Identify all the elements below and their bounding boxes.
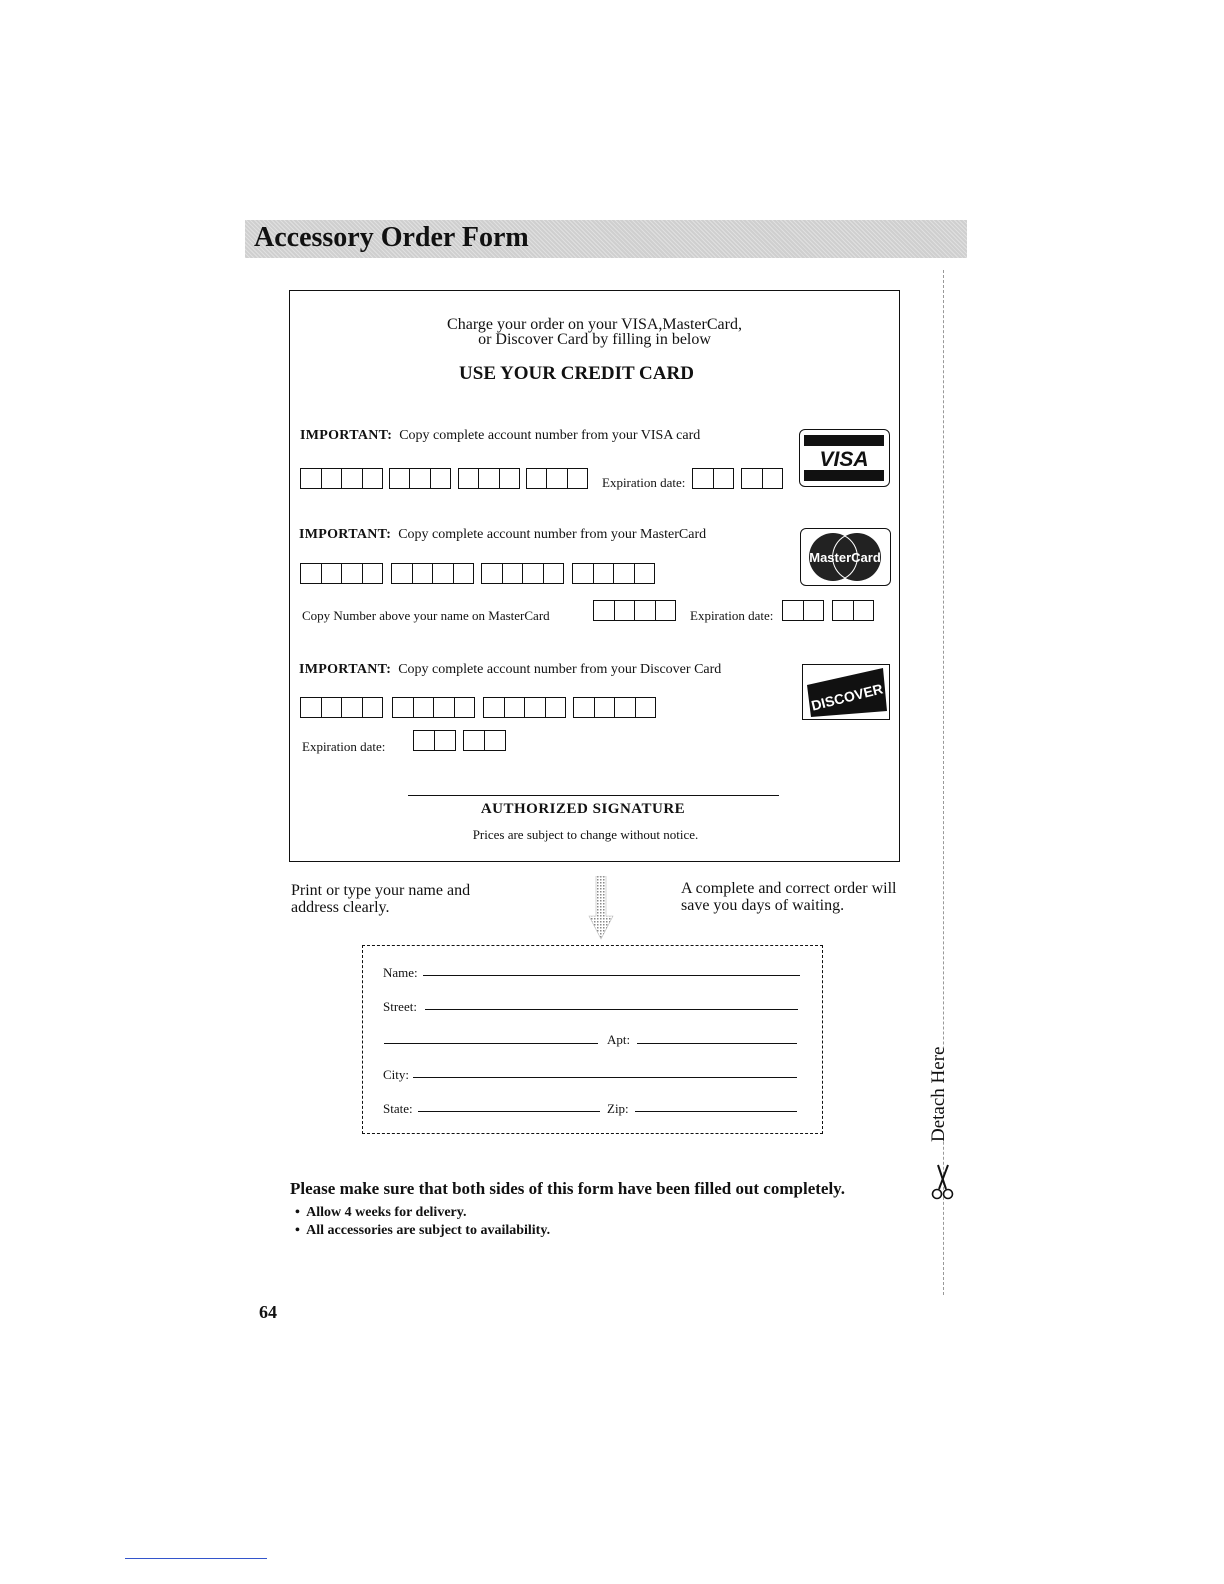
bullet-delivery-text: Allow 4 weeks for delivery. bbox=[306, 1205, 467, 1220]
name-label: Name: bbox=[383, 965, 418, 980]
visa-number-group-3[interactable] bbox=[458, 468, 520, 489]
down-arrow-icon bbox=[588, 876, 614, 940]
print-note-line-1: Print or type your name and bbox=[291, 882, 471, 899]
waiting-note-line-1: A complete and correct order will bbox=[681, 880, 897, 897]
bullet-availability-text: All accessories are subject to availability. bbox=[306, 1223, 551, 1238]
visa-logo-graphic bbox=[800, 430, 888, 485]
discover-number-group-1[interactable] bbox=[300, 697, 383, 718]
discover-logo-text: DISCOVER bbox=[809, 680, 885, 714]
city-label: City: bbox=[383, 1067, 410, 1082]
scissors-icon bbox=[930, 1163, 956, 1201]
print-note-line-2: address clearly. bbox=[291, 899, 390, 916]
mastercard-logo-graphic bbox=[801, 529, 889, 584]
bottom-rule bbox=[125, 1558, 267, 1559]
completion-reminder: Please make sure that both sides of this form have been filled out completely. bbox=[290, 1179, 845, 1198]
intro-line-2: or Discover Card by filling in below bbox=[478, 331, 711, 348]
mastercard-logo bbox=[800, 528, 891, 586]
page-number: 64 bbox=[259, 1302, 277, 1322]
visa-expiration-year[interactable] bbox=[741, 468, 783, 489]
visa-expiration-label: Expiration date: bbox=[602, 475, 686, 490]
mastercard-logo-text: MasterCard bbox=[809, 550, 881, 565]
discover-number-group-2[interactable] bbox=[392, 697, 475, 718]
street-field[interactable] bbox=[425, 1009, 798, 1010]
waiting-note-line-2: save you days of waiting. bbox=[681, 897, 845, 914]
street-line-2-field[interactable] bbox=[384, 1043, 598, 1044]
waiting-note bbox=[681, 880, 896, 914]
discover-logo-graphic bbox=[803, 665, 888, 718]
mastercard-name-number[interactable] bbox=[593, 600, 676, 621]
apt-field[interactable] bbox=[637, 1043, 797, 1044]
bullet-availability: • All accessories are subject to availability. bbox=[295, 1223, 551, 1238]
mastercard-instruction-text: Copy complete account number from your MasterCard bbox=[398, 527, 707, 542]
mastercard-important-label: IMPORTANT: bbox=[299, 527, 392, 542]
signature-line[interactable] bbox=[408, 795, 779, 796]
mastercard-number-group-4[interactable] bbox=[572, 563, 655, 584]
state-label: State: bbox=[383, 1101, 413, 1116]
state-field[interactable] bbox=[418, 1111, 600, 1112]
city-field[interactable] bbox=[413, 1077, 797, 1078]
visa-instruction bbox=[300, 428, 700, 444]
visa-instruction-text: Copy complete account number from your VISA card bbox=[399, 428, 701, 443]
visa-logo-text: VISA bbox=[819, 448, 869, 471]
discover-number-group-4[interactable] bbox=[573, 697, 656, 718]
page-title: Accessory Order Form bbox=[254, 222, 529, 253]
mastercard-expiration-year[interactable] bbox=[832, 600, 874, 621]
detach-here-label: Detach Here bbox=[928, 1052, 952, 1142]
price-notice: Prices are subject to change without notice. bbox=[472, 827, 699, 842]
signature-label: AUTHORIZED SIGNATURE bbox=[480, 801, 686, 817]
discover-expiration-month[interactable] bbox=[413, 730, 456, 751]
bullet-delivery: • Allow 4 weeks for delivery. bbox=[295, 1205, 467, 1220]
discover-logo bbox=[802, 664, 890, 720]
apt-label: Apt: bbox=[607, 1032, 631, 1047]
street-label: Street: bbox=[383, 999, 417, 1014]
discover-instruction bbox=[299, 662, 721, 678]
zip-label: Zip: bbox=[607, 1101, 629, 1116]
discover-expiration-year[interactable] bbox=[463, 730, 506, 751]
mastercard-number-group-3[interactable] bbox=[481, 563, 564, 584]
intro-line-1: Charge your order on your VISA,MasterCard, bbox=[447, 316, 742, 333]
visa-expiration-month[interactable] bbox=[692, 468, 734, 489]
discover-important-label: IMPORTANT: bbox=[299, 662, 392, 677]
discover-instruction-text: Copy complete account number from your Discover Card bbox=[398, 662, 722, 677]
visa-number-group-1[interactable] bbox=[300, 468, 383, 489]
visa-logo bbox=[799, 429, 890, 487]
mastercard-expiration-label: Expiration date: bbox=[690, 608, 774, 623]
discover-number-group-3[interactable] bbox=[483, 697, 566, 718]
visa-number-group-4[interactable] bbox=[526, 468, 588, 489]
zip-field[interactable] bbox=[635, 1111, 797, 1112]
address-form bbox=[362, 945, 823, 1134]
discover-expiration-label: Expiration date: bbox=[302, 739, 386, 754]
mastercard-instruction bbox=[299, 527, 706, 543]
mastercard-number-group-1[interactable] bbox=[300, 563, 383, 584]
credit-card-heading: USE YOUR CREDIT CARD bbox=[459, 363, 694, 384]
visa-important-label: IMPORTANT: bbox=[300, 428, 393, 443]
print-note bbox=[291, 882, 470, 916]
name-field[interactable] bbox=[423, 975, 800, 976]
mastercard-copy-number-label: Copy Number above your name on MasterCard bbox=[302, 608, 550, 623]
mastercard-number-group-2[interactable] bbox=[391, 563, 474, 584]
mastercard-expiration-month[interactable] bbox=[782, 600, 824, 621]
visa-number-group-2[interactable] bbox=[389, 468, 451, 489]
